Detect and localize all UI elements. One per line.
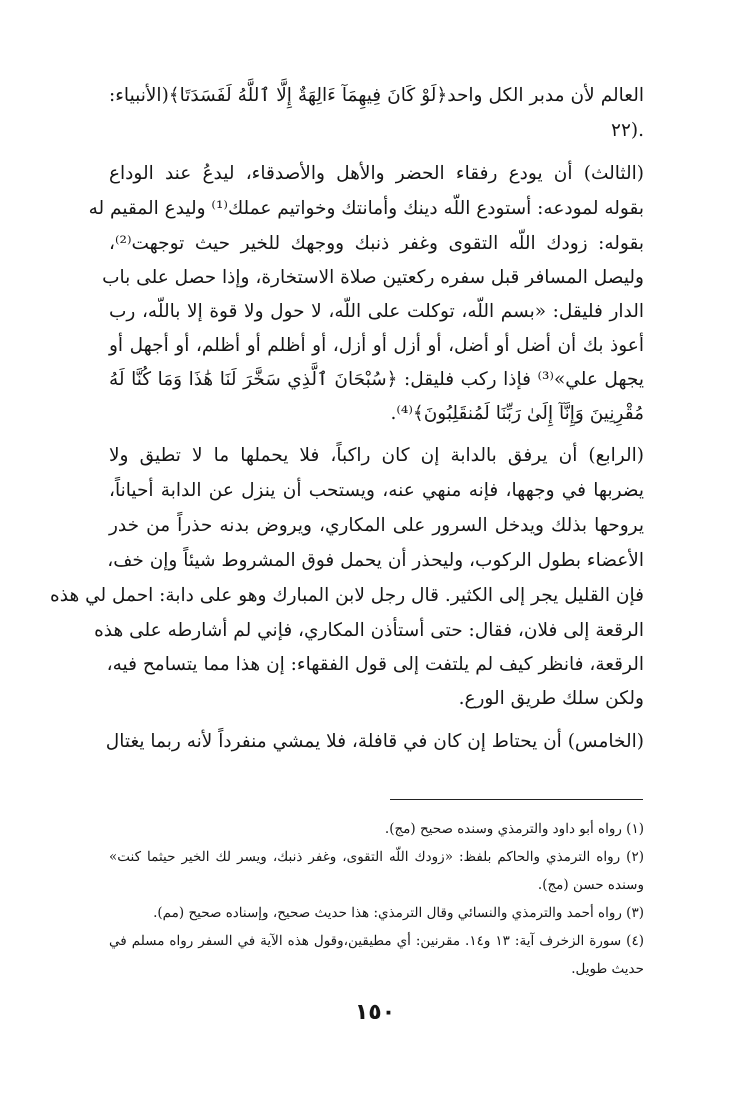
footnote-4-line-2: حديث طويل. bbox=[571, 961, 644, 977]
body-line-2: .(٢٢ bbox=[611, 120, 644, 141]
paragraph-fourth-line-1: (الرابع) أن يرفق بالدابة إن كان راكباً، فلا يحملها ما لا تطيق ولا bbox=[109, 445, 644, 466]
footnote-3: (٣) رواه أحمد والترمذي والنسائي وقال الترمذي: هذا حديث صحيح، وإسناده صحيح (مم). bbox=[153, 905, 644, 921]
footnote-1: (١) رواه أبو داود والترمذي وسنده صحيح (مج). bbox=[384, 821, 644, 837]
paragraph-fifth-line-1: (الخامس) أن يحتاط إن كان في قافلة، فلا يمشي منفرداً لأنه ربما يغتال bbox=[105, 731, 644, 752]
paragraph-fourth-line-6: الرقعة إلى فلان، فقال: حتى أستأذن المكاري، فإني لم أشارطه على هذه bbox=[94, 620, 644, 641]
paragraph-third-line-5: الدار فليقل: «بسم اللّه، توكلت على اللّه، لا حول ولا قوة إلا باللّه، رب bbox=[109, 301, 644, 322]
paragraph-fourth-line-8: ولكن سلك طريق الورع. bbox=[458, 688, 644, 709]
paragraph-fourth-line-2: يضربها في وجهها، فإنه منهي عنه، ويستحب أن ينزل عن الدابة أحياناً، bbox=[109, 480, 644, 501]
paragraph-third-line-1: (الثالث) أن يودع رفقاء الحضر والأهل والأصدقاء، ليدعُ عند الوداع bbox=[109, 163, 644, 184]
paragraph-third-line-7: يجهل علي»⁽³⁾ فإذا ركب فليقل: ﴿سُبْحَانَ ٱلَّذِي سَخَّرَ لَنَا هَٰذَا وَمَا كُنَّا لَهُ bbox=[109, 369, 644, 390]
paragraph-fourth-line-3: يروحها بذلك ويدخل السرور على المكاري، ويروض بدنه حذراً من خدر bbox=[109, 515, 644, 536]
paragraph-third-line-6: أعوذ بك أن أضل أو أضل، أو أزل أو أزل، أو أظلم أو أظلم، أو أجهل أو bbox=[109, 335, 644, 356]
paragraph-fourth-line-4: الأعضاء بطول الركوب، وليحذر أن يحمل فوق المشروط شيئاً وإن خف، bbox=[107, 550, 644, 571]
footnote-4-line-1: (٤) سورة الزخرف آية: ١٣ و١٤. مقرنين: أي مطيقين،وقول هذه الآية في السفر رواه مسلم في bbox=[109, 933, 644, 949]
paragraph-fourth-line-5: فإن القليل يجر إلى الكثير. قال رجل لابن المبارك وهو على دابة: احمل لي هذه bbox=[50, 585, 644, 606]
page-number: ١٥٠ bbox=[354, 1000, 396, 1025]
paragraph-third-line-2: بقوله لمودعه: أستودع اللّه دينك وأمانتك وخواتيم عملك⁽¹⁾ وليدع المقيم له bbox=[88, 198, 644, 219]
paragraph-fourth-line-7: الرقعة، فانظر كيف لم يلتفت إلى قول الفقهاء: إن هذا مما يتسامح فيه، bbox=[106, 654, 644, 675]
footnote-separator bbox=[390, 799, 643, 800]
paragraph-third-line-3: بقوله: زودك اللّه التقوى وغفر ذنبك ووجهك للخير حيث توجهت⁽²⁾، bbox=[109, 233, 644, 254]
footnote-2-line-1: (٢) رواه الترمذي والحاكم بلفظ: «زودك اللّه التقوى، وغفر ذنبك، ويسر لك الخير حيثما كنت» bbox=[109, 849, 644, 865]
paragraph-third-line-4: وليصل المسافر قبل سفره ركعتين صلاة الاستخارة، وإذا حصل على باب bbox=[102, 267, 644, 288]
body-line-1: العالم لأن مدبر الكل واحد﴿لَوْ كَانَ فِيهِمَآ ءَالِهَةٌ إِلَّا ٱللَّهُ لَفَسَدَتَا﴾(الأنبياء: bbox=[109, 85, 644, 106]
footnote-2-line-2: وسنده حسن (مج). bbox=[537, 877, 644, 893]
paragraph-third-line-8: مُقْرِنِينَ وَإِنَّآ إِلَىٰ رَبِّنَا لَمُنقَلِبُونَ﴾⁽⁴⁾. bbox=[390, 403, 644, 424]
